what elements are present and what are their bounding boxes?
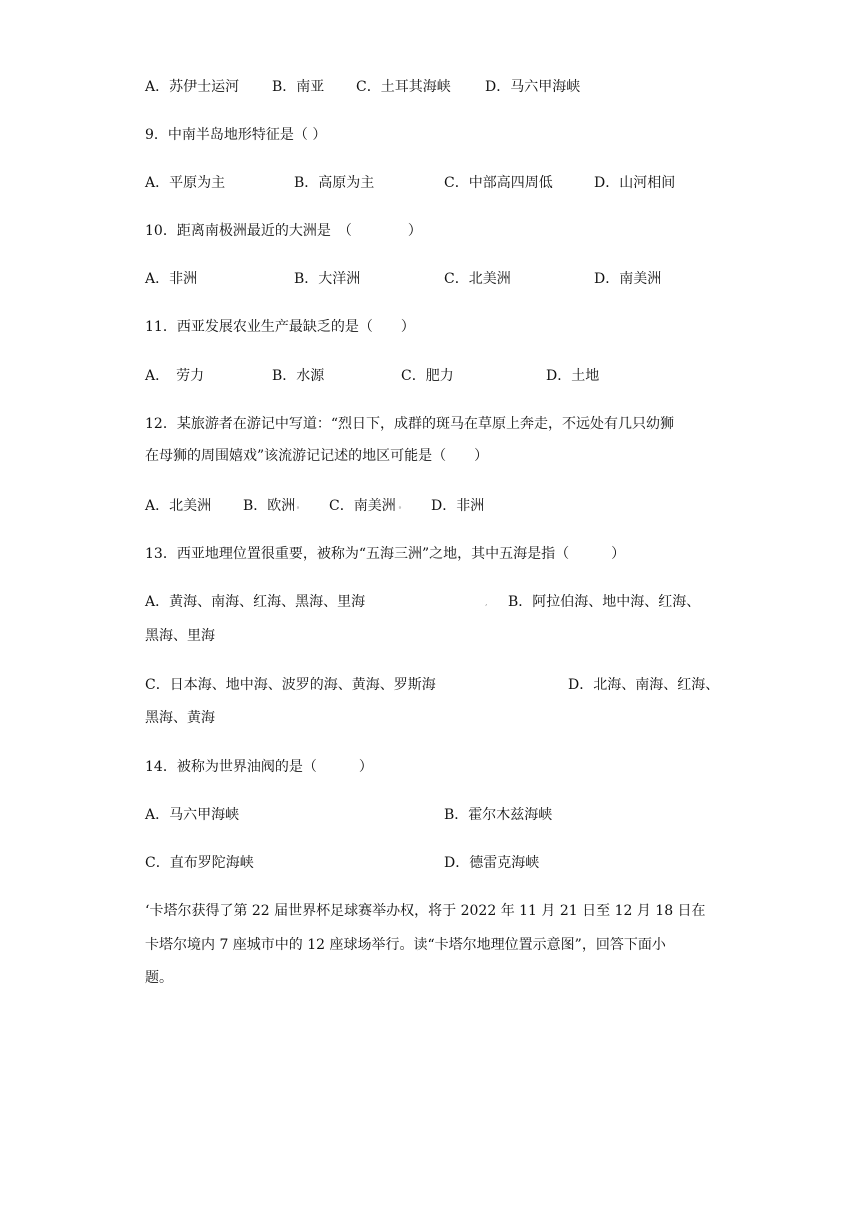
q9-option-d[interactable]: D．山河相间 (594, 175, 676, 191)
q12-option-b[interactable]: B．欧洲 (243, 498, 296, 514)
q12-option-a[interactable]: A．北美洲 (145, 498, 212, 514)
q12-stem-line2: 在母狮的周围嬉戏”该流游记记述的地区可能是（ ） (145, 448, 489, 464)
q9-option-a[interactable]: A．平原为主 (145, 175, 226, 191)
q10-option-a[interactable]: A．非洲 (145, 271, 198, 287)
q14-stem: 14．被称为世界油阀的是（ ） (145, 759, 373, 775)
q10-stem: 10．距离南极洲最近的大洲是 （ ） (145, 223, 422, 239)
q10-option-d[interactable]: D．南美洲 (594, 271, 662, 287)
q14-option-a[interactable]: A．马六甲海峡 (145, 807, 240, 823)
q14-option-c[interactable]: C．直布罗陀海峡 (145, 855, 254, 871)
q12-option-c[interactable]: C．南美洲 (329, 498, 396, 514)
q13-option-b-continued: 黑海、里海 (145, 628, 215, 644)
format-mark-dot: ∘ (398, 503, 402, 512)
q13-stem: 13．西亚地理位置很重要，被称为“五海三洲”之地，其中五海是指（ ） (145, 546, 626, 562)
q11-option-d[interactable]: D．土地 (546, 368, 600, 384)
q11-option-a[interactable]: A． 劳力 (145, 368, 205, 384)
q8-option-c[interactable]: C．土耳其海峡 (356, 79, 451, 95)
q11-option-b[interactable]: B．水源 (272, 368, 325, 384)
q13-option-b[interactable]: B．阿拉伯海、地中海、红海、 (508, 594, 701, 610)
passage-line-3: 题。 (145, 970, 173, 986)
q8-option-a[interactable]: A．苏伊士运河 (145, 79, 240, 95)
q13-option-c[interactable]: C．日本海、地中海、波罗的海、黄海、罗斯海 (145, 677, 436, 693)
q11-stem: 11．西亚发展农业生产最缺乏的是（ ） (145, 319, 415, 335)
q12-stem-line1: 12．某旅游者在游记中写道：“烈日下，成群的斑马在草原上奔走，不远处有几只幼狮 (145, 416, 674, 432)
q14-option-b[interactable]: B．霍尔木兹海峡 (444, 807, 553, 823)
format-mark-dot: ∘ (296, 503, 300, 512)
q10-option-c[interactable]: C．北美洲 (444, 271, 511, 287)
q10-option-b[interactable]: B．大洋洲 (294, 271, 361, 287)
format-mark-comma: , (485, 598, 488, 607)
q14-option-d[interactable]: D．德雷克海峡 (444, 855, 540, 871)
q9-option-b[interactable]: B．高原为主 (294, 175, 375, 191)
q12-option-d[interactable]: D．非洲 (431, 498, 485, 514)
passage-line-2: 卡塔尔境内 7 座城市中的 12 座球场举行。读“卡塔尔地理位置示意图”，回答下面小 (145, 937, 666, 953)
q13-option-a[interactable]: A．黄海、南海、红海、黑海、里海 (145, 594, 366, 610)
passage-line-1: ‘卡塔尔获得了第 22 届世界杯足球赛举办权，将于 2022 年 11 月 21 日至 12 月 18 日在 (145, 903, 706, 919)
q9-option-c[interactable]: C．中部高四周低 (444, 175, 553, 191)
q11-option-c[interactable]: C．肥力 (401, 368, 454, 384)
q8-option-b[interactable]: B．南亚 (272, 79, 325, 95)
q9-stem: 9．中南半岛地形特征是（ ） (145, 127, 327, 143)
q13-option-d[interactable]: D．北海、南海、红海、 (568, 677, 720, 693)
q8-option-d[interactable]: D．马六甲海峡 (485, 79, 581, 95)
q13-option-d-continued: 黑海、黄海 (145, 710, 215, 726)
